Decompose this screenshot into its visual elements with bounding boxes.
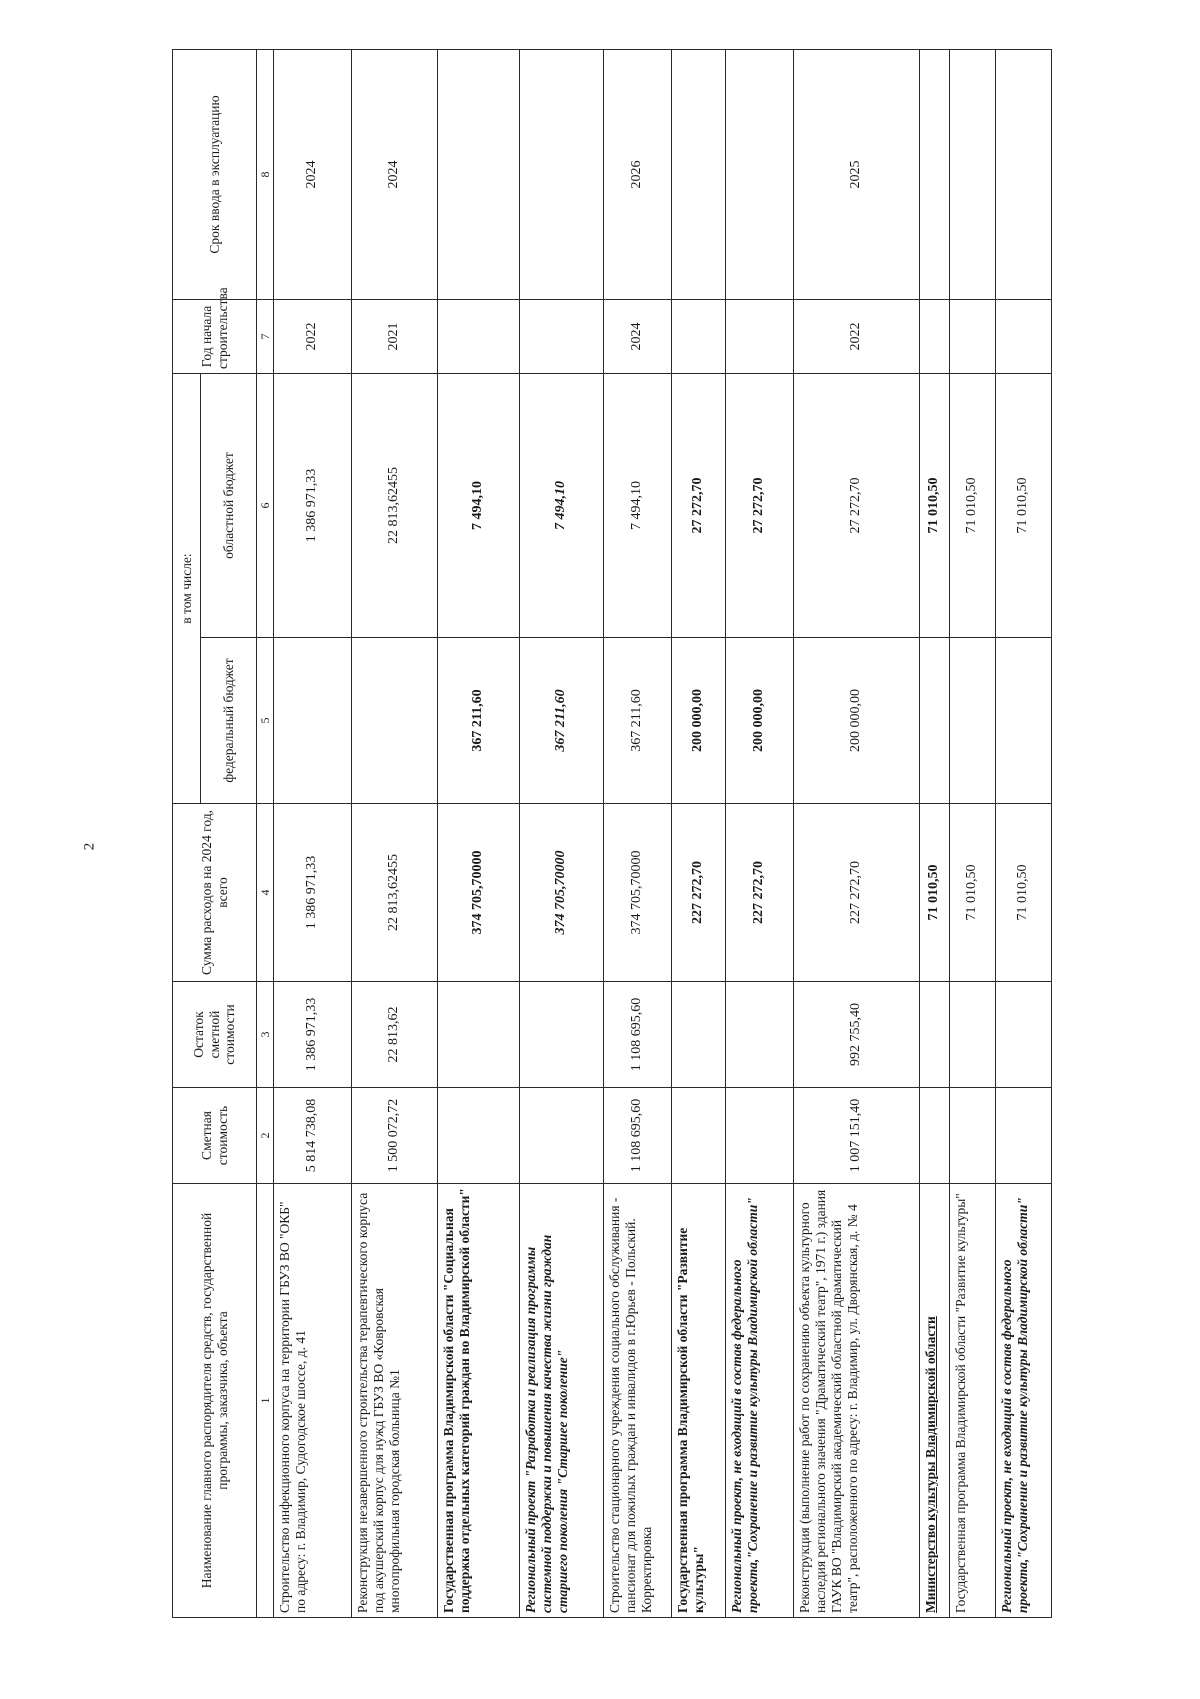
- cell-total-2024: 227 272,70: [794, 804, 920, 982]
- cell-start-year: 2022: [274, 300, 352, 374]
- row-name: Государственная программа Владимирской области "Развитие культуры": [950, 1184, 996, 1618]
- cell-start-year: [438, 300, 520, 374]
- index-cell: 4: [257, 804, 274, 982]
- header-federal-budget: федеральный бюджет: [201, 638, 257, 804]
- cell-regional-budget: 27 272,70: [794, 374, 920, 638]
- cell-remaining-cost: 1 108 695,60: [604, 982, 672, 1088]
- cell-federal-budget: 367 211,60: [520, 638, 604, 804]
- table-row: [794, 50, 920, 1618]
- header-total-2024: Сумма расходов на 2024 год, всего: [173, 804, 257, 982]
- cell-remaining-cost: [520, 982, 604, 1088]
- row-name: Региональный проект, не входящий в состав федерального проекта,"Сохранение и развитие культуры Владимирской области": [726, 1184, 794, 1618]
- cell-federal-budget: 367 211,60: [604, 638, 672, 804]
- row-name: Строительство инфекционного корпуса на территории ГБУЗ ВО "ОКБ" по адресу: г. Владимир, Судогодское шоссе, д. 41: [274, 1184, 352, 1618]
- row-name: Региональный проект, не входящий в состав федерального проекта,"Сохранение и развитие культуры Владимирской области": [996, 1184, 1052, 1618]
- cell-start-year: [672, 300, 726, 374]
- cell-regional-budget: 1 386 971,33: [274, 374, 352, 638]
- cell-federal-budget: [920, 638, 950, 804]
- cell-total-2024: 71 010,50: [920, 804, 950, 982]
- cell-regional-budget: 71 010,50: [920, 374, 950, 638]
- header-commissioning: Срок ввода в эксплуатацию: [173, 50, 257, 300]
- cell-regional-budget: 27 272,70: [672, 374, 726, 638]
- row-name: Государственная программа Владимирской области "Развитие культуры": [672, 1184, 726, 1618]
- cell-remaining-cost: [996, 982, 1052, 1088]
- cell-regional-budget: 7 494,10: [520, 374, 604, 638]
- cell-total-2024: 227 272,70: [672, 804, 726, 982]
- cell-commissioning: [920, 50, 950, 300]
- cell-commissioning: [950, 50, 996, 300]
- cell-total-2024: 71 010,50: [950, 804, 996, 982]
- row-name: Министерство культуры Владимирской области: [920, 1184, 950, 1618]
- cell-commissioning: [672, 50, 726, 300]
- cell-estimated-cost: [950, 1088, 996, 1184]
- cell-commissioning: 2024: [274, 50, 352, 300]
- cell-estimated-cost: [438, 1088, 520, 1184]
- table-row: [352, 50, 438, 1618]
- page-number: 2: [81, 842, 98, 851]
- row-name: Реконструкция (выполнение работ по сохранению объекта культурного наследия регионального значения "Драматический театр", 1971 г.) здания ГАУК ВО "Владимирский академический областной драматический театр", расположенного по адресу: г. Владимир, ул. Дворянская, д. № 4: [794, 1184, 920, 1618]
- cell-total-2024: 71 010,50: [996, 804, 1052, 982]
- table-row: [274, 50, 352, 1618]
- cell-estimated-cost: [520, 1088, 604, 1184]
- index-cell: 5: [257, 638, 274, 804]
- cell-commissioning: 2024: [352, 50, 438, 300]
- cell-remaining-cost: [950, 982, 996, 1088]
- budget-table: [172, 49, 1052, 1618]
- rotated-table-container: [172, 50, 1031, 1618]
- cell-commissioning: [726, 50, 794, 300]
- table-row: [604, 50, 672, 1618]
- header-remaining-cost: Остаток сметной стоимости: [173, 982, 257, 1088]
- table-row: [672, 50, 726, 1618]
- cell-start-year: 2022: [794, 300, 920, 374]
- table-row: [726, 50, 794, 1618]
- cell-commissioning: [438, 50, 520, 300]
- cell-regional-budget: 7 494,10: [438, 374, 520, 638]
- cell-estimated-cost: [996, 1088, 1052, 1184]
- cell-start-year: 2021: [352, 300, 438, 374]
- cell-regional-budget: 22 813,62455: [352, 374, 438, 638]
- header-name: Наименование главного распорядителя средств, государственной программы, заказчика, объекта: [173, 1184, 257, 1618]
- index-cell: 8: [257, 50, 274, 300]
- cell-estimated-cost: 1 500 072,72: [352, 1088, 438, 1184]
- cell-commissioning: [520, 50, 604, 300]
- cell-remaining-cost: 992 755,40: [794, 982, 920, 1088]
- cell-total-2024: 374 705,70000: [438, 804, 520, 982]
- cell-start-year: [996, 300, 1052, 374]
- cell-remaining-cost: [920, 982, 950, 1088]
- cell-estimated-cost: [726, 1088, 794, 1184]
- index-cell: 6: [257, 374, 274, 638]
- cell-federal-budget: [352, 638, 438, 804]
- header-estimated-cost: Сметная стоимость: [173, 1088, 257, 1184]
- cell-total-2024: 227 272,70: [726, 804, 794, 982]
- cell-estimated-cost: 1 108 695,60: [604, 1088, 672, 1184]
- cell-estimated-cost: 1 007 151,40: [794, 1088, 920, 1184]
- cell-commissioning: 2025: [794, 50, 920, 300]
- index-cell: 3: [257, 982, 274, 1088]
- table-row: [996, 50, 1052, 1618]
- cell-remaining-cost: [726, 982, 794, 1088]
- cell-remaining-cost: 22 813,62: [352, 982, 438, 1088]
- cell-start-year: 2024: [604, 300, 672, 374]
- cell-federal-budget: 367 211,60: [438, 638, 520, 804]
- cell-estimated-cost: 5 814 738,08: [274, 1088, 352, 1184]
- table-row: [438, 50, 520, 1618]
- cell-regional-budget: 7 494,10: [604, 374, 672, 638]
- cell-remaining-cost: [672, 982, 726, 1088]
- cell-total-2024: 374 705,70000: [520, 804, 604, 982]
- cell-regional-budget: 71 010,50: [996, 374, 1052, 638]
- cell-start-year: [920, 300, 950, 374]
- cell-federal-budget: 200 000,00: [672, 638, 726, 804]
- table-row: [950, 50, 996, 1618]
- table-row: [920, 50, 950, 1618]
- header-in-that: в том числе:: [173, 374, 201, 804]
- cell-regional-budget: 71 010,50: [950, 374, 996, 638]
- table-row: [520, 50, 604, 1618]
- cell-remaining-cost: 1 386 971,33: [274, 982, 352, 1088]
- cell-total-2024: 1 386 971,33: [274, 804, 352, 982]
- cell-remaining-cost: [438, 982, 520, 1088]
- row-name: Региональный проект "Разработка и реализация программы системной поддержки и повышения качества жизни граждан старшего поколения "Старшее поколение": [520, 1184, 604, 1618]
- cell-federal-budget: [950, 638, 996, 804]
- cell-commissioning: [996, 50, 1052, 300]
- row-name: Государственная программа Владимирской области "Социальная поддержка отдельных категорий граждан во Владимирской области": [438, 1184, 520, 1618]
- cell-federal-budget: [996, 638, 1052, 804]
- cell-federal-budget: 200 000,00: [794, 638, 920, 804]
- cell-start-year: [726, 300, 794, 374]
- cell-regional-budget: 27 272,70: [726, 374, 794, 638]
- index-cell: 1: [257, 1184, 274, 1618]
- row-name: Реконструкция незавершенного строительства терапевтического корпуса под акушерский корпус для нужд ГБУЗ ВО «Ковровская многопрофильная городская больница №1: [352, 1184, 438, 1618]
- cell-estimated-cost: [920, 1088, 950, 1184]
- row-name: Строительство стационарного учреждения социального обслуживания - пансионат для пожилых граждан и инвалидов в г.Юрьев - Польский. Корректировка: [604, 1184, 672, 1618]
- header-regional-budget: областной бюджет: [201, 374, 257, 638]
- cell-start-year: [950, 300, 996, 374]
- cell-estimated-cost: [672, 1088, 726, 1184]
- cell-federal-budget: [274, 638, 352, 804]
- header-start-year: Год начала строительства: [173, 300, 257, 374]
- cell-total-2024: 374 705,70000: [604, 804, 672, 982]
- cell-total-2024: 22 813,62455: [352, 804, 438, 982]
- index-cell: 7: [257, 300, 274, 374]
- index-cell: 2: [257, 1088, 274, 1184]
- cell-start-year: [520, 300, 604, 374]
- cell-commissioning: 2026: [604, 50, 672, 300]
- cell-federal-budget: 200 000,00: [726, 638, 794, 804]
